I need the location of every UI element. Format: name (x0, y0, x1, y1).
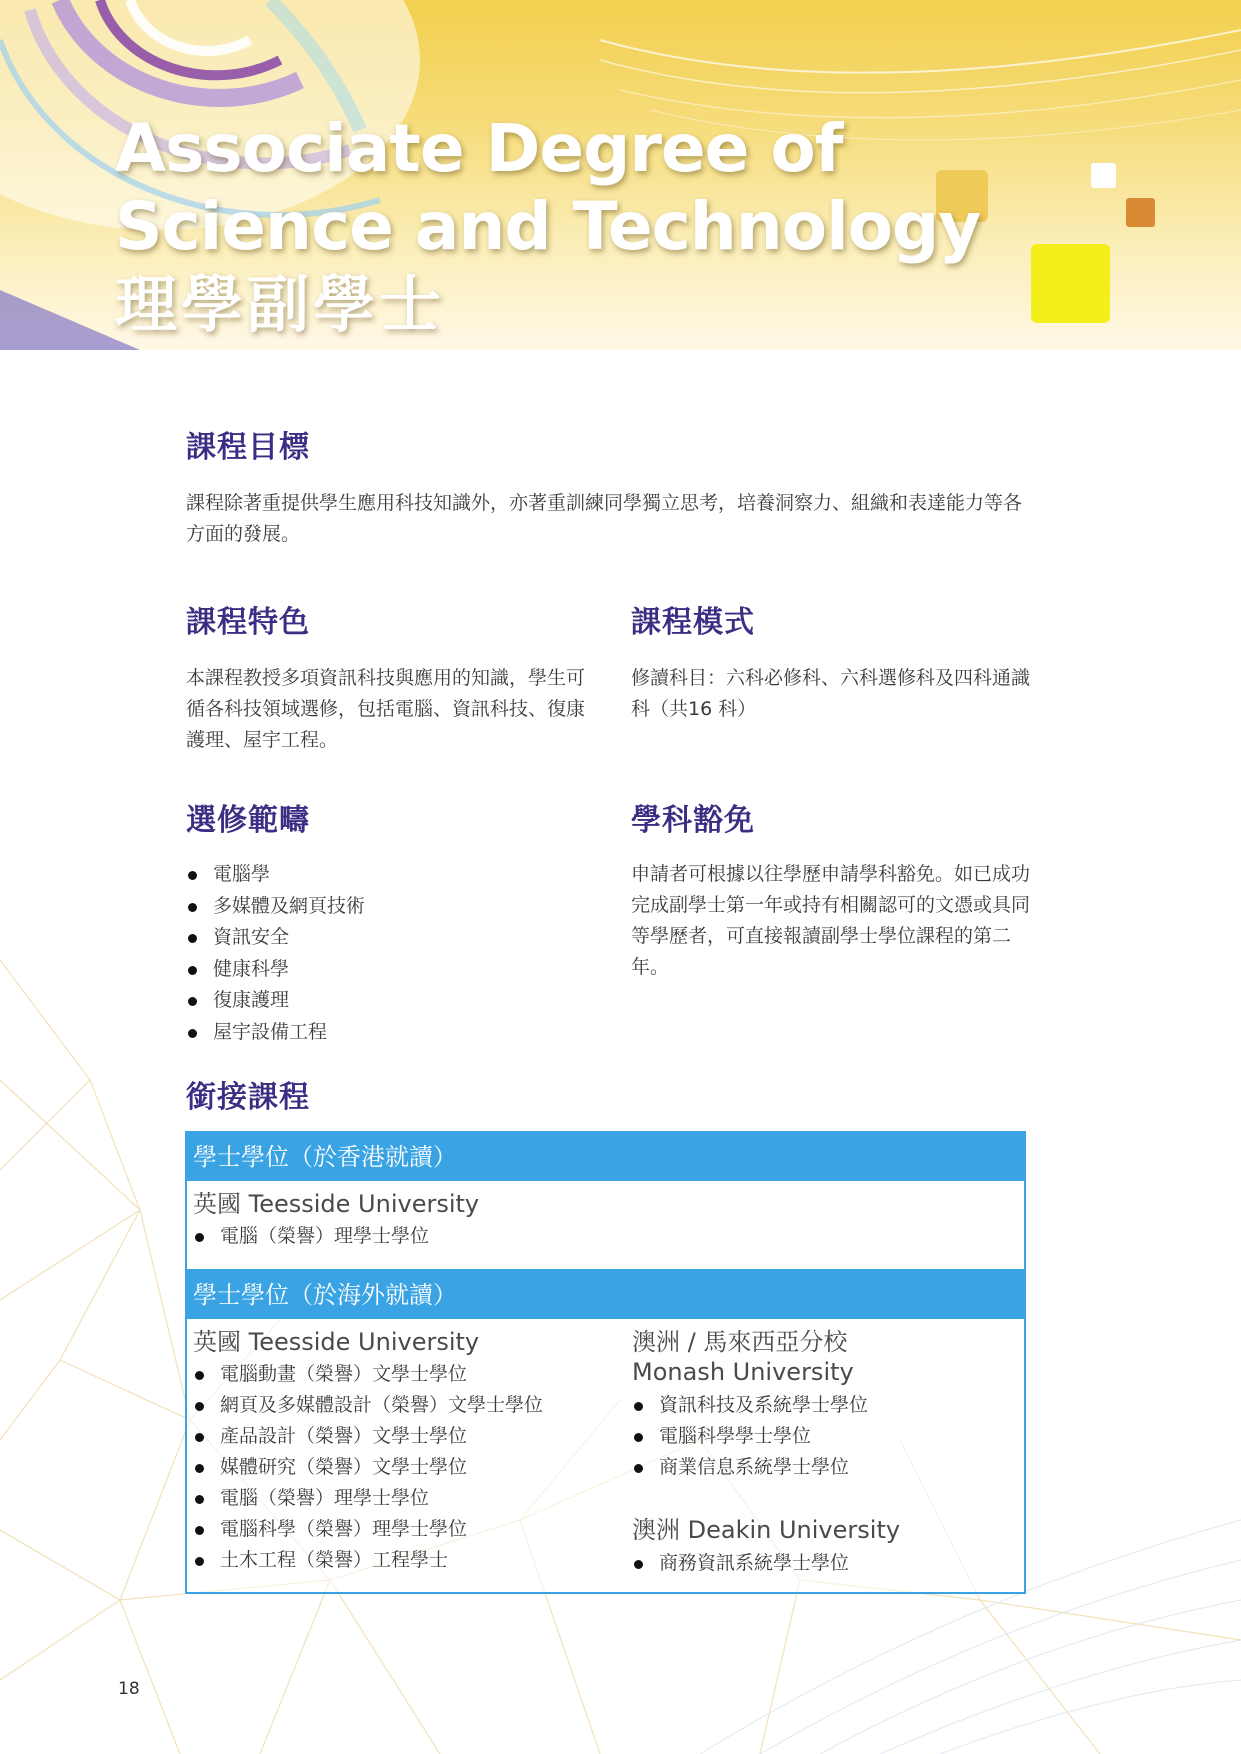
decorative-square (1126, 198, 1155, 227)
objectives-text: 課程除著重提供學生應用科技知識外，亦著重訓練同學獨立思考，培養洞察力、組織和表達能力等各方面的發展。 (186, 492, 1023, 545)
exemption-text: 申請者可根據以往學歷申請學科豁免。如已成功完成副學士第一年或持有相關認可的文憑或具同等學歷者，可直接報讀副學士學位課程的第二年。 (631, 863, 1031, 978)
list-item: 健康科學 (186, 954, 596, 986)
overseas-programmes-deakin (632, 1515, 1012, 1579)
list-item: 電腦（榮譽）理學士學位 (193, 1483, 613, 1514)
local-degree-bar: 學士學位（於香港就讀） (187, 1133, 1024, 1181)
list-item: 產品設計（榮譽）文學士學位 (193, 1421, 613, 1452)
list-item: 媒體研究（榮譽）文學士學位 (193, 1452, 613, 1483)
local-programmes (193, 1189, 993, 1252)
articulation-heading: 銜接課程 (186, 1080, 310, 1115)
list-item: 電腦學 (186, 859, 596, 891)
list-item: 商務資訊系統學士學位 (632, 1548, 1012, 1579)
objectives-heading: 課程目標 (186, 430, 310, 465)
list-item: 復康護理 (186, 985, 596, 1017)
programme-list (632, 1390, 1012, 1483)
section-features (186, 597, 596, 756)
page-title (115, 110, 980, 344)
overseas-programmes-left (193, 1327, 613, 1576)
programme-list (632, 1548, 1012, 1579)
section-articulation (186, 1072, 310, 1116)
mode-text: 修讀科目：六科必修科、六科選修科及四科通識科（共16 科） (631, 667, 1031, 720)
list-item: 網頁及多媒體設計（榮譽）文學士學位 (193, 1390, 613, 1421)
title-line-1: Associate Degree of (115, 110, 843, 187)
list-item: 電腦動畫（榮譽）文學士學位 (193, 1359, 613, 1390)
university-name: Monash University (632, 1358, 854, 1386)
list-item: 資訊安全 (186, 922, 596, 954)
list-item: 電腦（榮譽）理學士學位 (193, 1221, 993, 1252)
list-item: 土木工程（榮譽）工程學士 (193, 1545, 613, 1576)
title-line-2: Science and Technology (115, 188, 981, 265)
list-item: 資訊科技及系統學士學位 (632, 1390, 1012, 1421)
header-banner (0, 0, 1241, 350)
list-item: 多媒體及網頁技術 (186, 891, 596, 923)
programme-list (193, 1359, 613, 1576)
section-objectives (186, 422, 1026, 550)
section-exemption (631, 795, 1031, 983)
list-item: 屋宇設備工程 (186, 1017, 596, 1049)
university-name: 英國 Teesside University (193, 1190, 480, 1218)
overseas-degree-bar: 學士學位（於海外就讀） (187, 1271, 1024, 1319)
features-text: 本課程教授多項資訊科技與應用的知識，學生可循各科技領域選修，包括電腦、資訊科技、復康護理、屋宇工程。 (186, 667, 586, 751)
articulation-table (185, 1131, 1026, 1594)
decorative-square (1091, 163, 1116, 188)
features-heading: 課程特色 (186, 605, 310, 640)
section-electives (186, 795, 596, 1048)
overseas-programmes-monash (632, 1327, 1012, 1483)
section-mode (631, 597, 1031, 725)
programme-list (193, 1221, 993, 1252)
electives-heading: 選修範疇 (186, 803, 310, 838)
list-item: 電腦科學學士學位 (632, 1421, 1012, 1452)
university-name: 澳洲 Deakin University (632, 1516, 901, 1544)
electives-list (186, 859, 596, 1048)
title-chinese: 理學副學士 (115, 268, 446, 341)
exemption-heading: 學科豁免 (631, 803, 755, 838)
list-item: 電腦科學（榮譽）理學士學位 (193, 1514, 613, 1545)
page-number: 18 (118, 1679, 140, 1699)
list-item: 商業信息系統學士學位 (632, 1452, 1012, 1483)
decorative-square (1031, 244, 1110, 323)
university-name: 澳洲 / 馬來西亞分校 (632, 1328, 848, 1356)
university-name: 英國 Teesside University (193, 1328, 480, 1356)
mode-heading: 課程模式 (631, 605, 755, 640)
